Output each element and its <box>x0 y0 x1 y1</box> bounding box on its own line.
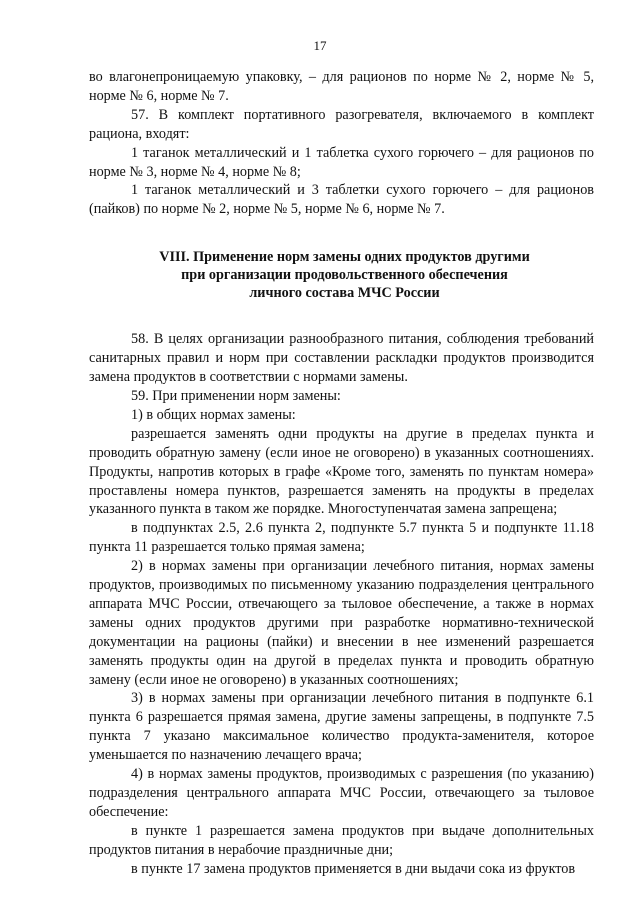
paragraph-59-item-1-subpoints: в подпунктах 2.5, 2.6 пункта 2, подпункте 5.7 пункта 5 и подпункте 11.18 пункта 11 разрешается только прямая замена; <box>89 520 594 556</box>
paragraph-continuation: во влагонепроницаемую упаковку, – для рационов по норме № 2, норме № 5, норме № 6, норме № 7. <box>89 69 594 104</box>
paragraph-59-item-4: 4) в нормах замены продуктов, производимых с разрешения (по указанию) подразделения центрального аппарата МЧС России, отвечающего за тыловое обеспечение: <box>89 766 594 820</box>
paragraph-59-item-1: 1) в общих нормах замены: <box>131 406 296 423</box>
paragraph-59: 59. При применении норм замены: <box>131 387 341 404</box>
paragraph-59-item-4-point-1: в пункте 1 разрешается замена продуктов при выдаче дополнительных продуктов питания в нерабочие праздничные дни; <box>89 822 594 858</box>
document-body <box>89 68 594 879</box>
section-heading-line-2: при организации продовольственного обеспечения <box>181 267 508 284</box>
paragraph-58: 58. В целях организации разнообразного питания, соблюдения требований санитарных правил и норм при составлении раскладки продуктов производится замена продуктов в соответствии с нормами замены. <box>89 331 594 386</box>
paragraph-59-item-1-text: разрешается заменять одни продукты на другие в пределах пункта и проводить обратную замену (если иное не оговорено) в указанных соотношениях. Продукты, напротив которых в графе «Кроме того, заменять по пунктам номера» проставлены номера пунктов, разрешается заменять на продукты в пределах указанного пункта в таком же порядке. Многоступенчатая замена запрещена; <box>89 425 594 518</box>
page-number: 17 <box>313 38 327 53</box>
paragraph-59-item-3: 3) в нормах замены при организации лечебного питания в подпункте 6.1 пункта 6 разрешается прямая замена, другие замены запрещены, в подпункте 7.5 пункта 7 указано максимальное количество продукта-заменителя, которое уменьшается по назначению лечащего врача; <box>89 690 594 764</box>
paragraph-57-item-2: 1 таганок металлический и 3 таблетки сухого горючего – для рационов (пайков) по норме № 2, норме № 5, норме № 6, норме № 7. <box>89 182 594 218</box>
paragraph-59-item-4-point-17: в пункте 17 замена продуктов применяется в дни выдачи сока из фруктов <box>131 860 576 877</box>
section-heading-line-3: личного состава МЧС России <box>249 285 440 302</box>
section-heading <box>89 248 594 302</box>
paragraph-57: 57. В комплект портативного разогревателя, включаемого в комплект рациона, входят: <box>89 106 594 142</box>
section-heading-line-1: VIII. Применение норм замены одних продуктов другими <box>159 249 530 266</box>
paragraph-59-item-2: 2) в нормах замены при организации лечебного питания, нормах замены продуктов, производимых по письменному указанию подразделения центрального аппарата МЧС России, отвечающего за тыловое обеспечение, а также в нормах замены одних продуктов другими при разработке нормативно-технической документации на рационы (пайки) и внесении в нее изменений разрешается заменять продукты один на другой в пределах пункта и проводить обратную замену (если иное не оговорено) в указанных соотношениях; <box>89 558 594 688</box>
paragraph-57-item-1: 1 таганок металлический и 1 таблетка сухого горючего – для рационов по норме № 3, норме № 4, норме № 8; <box>89 144 594 180</box>
